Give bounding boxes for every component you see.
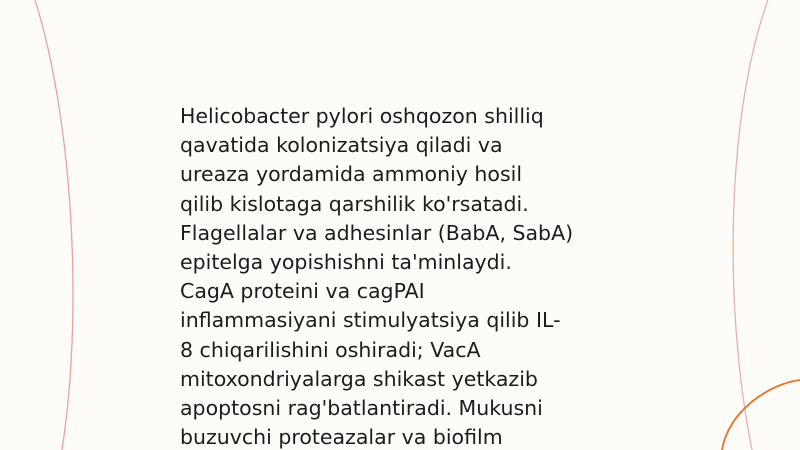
body-text (180, 102, 640, 450)
text-line: Flagellalar va adhesinlar (BabA, SabA) (180, 220, 574, 245)
left-decorative-curve (35, 0, 73, 450)
text-line: Helicobacter pylori oshqozon shilliq (180, 104, 544, 128)
text-line: qilib kislotaga qarshilik ko'rsatadi. (180, 191, 529, 216)
text-line: buzuvchi proteazalar va biofilm (180, 425, 503, 450)
text-line: inflammasiyani stimulyatsiya qilib IL- (180, 308, 561, 333)
text-line: apoptosni rag'batlantiradi. Mukusni (180, 396, 543, 421)
text-line: qavatida kolonizatsiya qiladi va (180, 133, 503, 158)
text-line: epitelga yopishishni ta'minlaydi. (180, 250, 512, 275)
text-line: CagA proteini va cagPAI (180, 279, 425, 304)
text-line: ureaza yordamida ammoniy hosil (180, 162, 523, 187)
right-decorative-curve (733, 0, 768, 450)
text-line: mitoxondriyalarga shikast yetkazib (180, 366, 538, 391)
accent-arc (722, 380, 800, 450)
text-line: 8 chiqarilishini oshiradi; VacA (180, 337, 481, 362)
